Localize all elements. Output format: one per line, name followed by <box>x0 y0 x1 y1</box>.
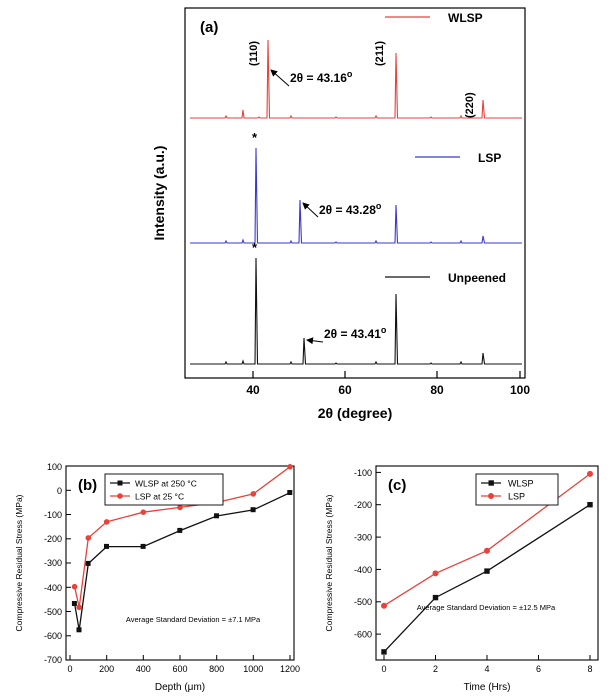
unpeened-legend-label: Unpeened <box>448 271 507 285</box>
panel-b-plot <box>8 452 308 699</box>
wlsp-line-b <box>75 493 290 630</box>
panel-b-ytick--200: -200 <box>43 534 62 544</box>
lsp-asterisk-label: * <box>252 130 258 145</box>
panel-b-ytick-0: 0 <box>56 486 62 496</box>
panel-c-legend-label-lsp: LSP <box>508 491 526 502</box>
panel-c-legend <box>476 474 558 505</box>
panel-a-xtick-40: 40 <box>246 383 260 397</box>
panel-c-ytick--100: -100 <box>353 468 372 478</box>
panel-c-series-wlsp <box>381 502 592 655</box>
panel-a-xtick-100: 100 <box>509 383 531 397</box>
lsp-legend-label: LSP <box>478 151 502 165</box>
series-lsp <box>190 130 522 243</box>
panel-b-xtick-1200: 1200 <box>279 664 301 674</box>
wlsp-markers-b <box>72 490 292 632</box>
panel-b-legend <box>105 474 223 505</box>
panel-b-ylabel: Compressive Residual Stress (MPa) <box>14 494 24 632</box>
panel-b-xtick-200: 200 <box>99 664 115 674</box>
wlsp-peak-110-label: (110) <box>248 40 260 66</box>
panel-b-ytick--300: -300 <box>43 558 62 568</box>
panel-a-xlabel: 2θ (degree) <box>317 405 393 421</box>
wlsp-line-c <box>384 505 590 652</box>
panel-b-ytick--400: -400 <box>43 583 62 593</box>
panel-a-xtick-80: 80 <box>430 383 444 397</box>
residual-stress-time-panel-c <box>318 452 614 699</box>
panel-b-ytick-100: 100 <box>46 462 62 472</box>
panel-b-xtick-1000: 1000 <box>243 664 264 674</box>
panel-a-ylabel: Intensity (a.u.) <box>151 145 167 241</box>
unpeened-annotation-arrow <box>307 340 323 342</box>
unpeened-two-theta-annotation: $2\theta = 43.41^o$ <box>324 325 387 341</box>
panel-c-xlabel: Time (Hrs) <box>463 682 511 693</box>
panel-c-yticks <box>354 468 381 640</box>
panel-c-ytick--600: -600 <box>353 629 372 640</box>
panel-c-ytick--500: -500 <box>353 597 372 607</box>
residual-stress-depth-panel-b <box>8 452 308 699</box>
wlsp-legend-label: WLSP <box>448 11 483 25</box>
series-wlsp <box>190 11 522 118</box>
panel-a-tag: (a) <box>200 19 219 36</box>
panel-c-xtick-6: 6 <box>535 664 542 674</box>
panel-a-xtick-60: 60 <box>338 383 352 397</box>
panel-c-xtick-0: 0 <box>381 664 387 674</box>
panel-c-annotation: Average Standard Deviation = ±12.5 MPa <box>416 603 556 612</box>
panel-b-xlabel: Depth (μm) <box>154 682 206 693</box>
panel-b-xticks <box>67 655 300 674</box>
panel-b-xtick-400: 400 <box>135 664 151 674</box>
wlsp-markers-c <box>381 502 592 655</box>
xrd-panel-a <box>130 0 550 430</box>
series-unpeened <box>190 240 522 364</box>
panel-c-plot <box>318 452 614 699</box>
panel-a-plot <box>130 0 550 430</box>
panel-b-xtick-0: 0 <box>67 664 73 674</box>
panel-a-frame <box>185 8 525 378</box>
panel-b-ytick--600: -600 <box>43 631 62 641</box>
panel-b-yticks <box>44 462 71 665</box>
panel-b-legend-label-lsp: LSP at 25 °C <box>135 491 185 502</box>
panel-c-ytick--200: -200 <box>353 500 372 510</box>
wlsp-two-theta-annotation: $2\theta = 43.16^o$ <box>290 69 353 85</box>
panel-c-legend-label-wlsp: WLSP <box>508 478 534 489</box>
panel-b-xtick-600: 600 <box>172 664 188 674</box>
panel-b-annotation: Average Standard Deviation = ±7.1 MPa <box>125 615 261 624</box>
wlsp-annotation-arrow <box>271 70 289 86</box>
panel-b-xtick-800: 800 <box>209 664 225 674</box>
lsp-trace <box>190 148 522 243</box>
panel-c-ytick--300: -300 <box>353 532 372 543</box>
panel-c-xtick-4: 4 <box>484 664 490 674</box>
panel-b-ytick--500: -500 <box>43 607 62 617</box>
unpeened-asterisk-label: * <box>252 240 258 255</box>
panel-c-xtick-2: 2 <box>432 664 439 674</box>
panel-b-tag: (b) <box>78 477 98 494</box>
panel-b-legend-label-wlsp: WLSP at 250 °C <box>135 478 197 489</box>
wlsp-peak-211-label: (211) <box>374 40 386 66</box>
lsp-two-theta-annotation: $2\theta = 43.28^o$ <box>319 201 382 217</box>
panel-b-ytick--700: -700 <box>43 655 62 665</box>
panel-c-tag: (c) <box>388 477 407 494</box>
panel-c-ytick--400: -400 <box>353 565 372 575</box>
panel-c-xtick-8: 8 <box>587 664 593 674</box>
panel-c-ylabel: Compressive Residual Stress (MPa) <box>324 494 334 632</box>
panel-a-xticks <box>246 371 530 397</box>
panel-c-xticks <box>381 655 592 674</box>
wlsp-peak-220-label: (220) <box>464 92 476 118</box>
lsp-annotation-arrow <box>303 203 318 217</box>
panel-b-ytick--100: -100 <box>43 510 62 520</box>
